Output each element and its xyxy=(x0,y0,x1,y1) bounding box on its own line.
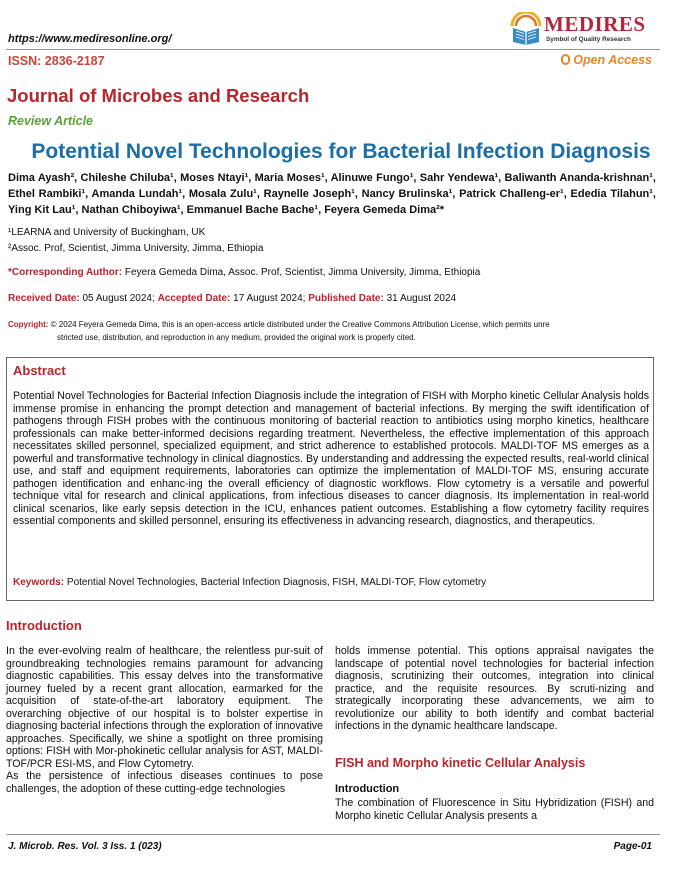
abstract-text: Potential Novel Technologies for Bacterial Infection Diagnosis include the integration of FISH with Morpho kinetic Cellular Analysis holds immense promise in enhancing the prompt detection and management of bacterial infections. By merging the swift identification of pathogens through FISH probes with the continuous monitoring of bacterial reaction to antibiotics using morpho kinetics, healthcare professionals can make better-informed decisions regarding treatment. Nevertheless, the effective implementation of this approach necessitates skilled personnel, specialized equipment, and strict adherence to established protocols. MALDI-TOF MS emerges as a powerful and transformative technology in clinical diagnostics. By understanding and addressing the expected results, real-world clinical use, and staff and equipment requirements, laboratories can optimize the implementation of MALDI-TOF MS, ensuring accurate pathogen identification and enhanc-ing the overall efficiency of diagnostic workflows. Flow cytometry is a versatile and powerful technique vital for research and clinical applications, from infectious diseases to cancer diagnosis. Its implementation in real-world clinical scenarios, like early sepsis detection in the ICU, enhances patient outcomes. Establishing a flow cytometry facility requires essential components and skilled personnel, ensuring its effectiveness in advancing research, diagnostics, and therapeutics. xyxy=(13,390,649,527)
author-list: Dima Ayash², Chileshe Chiluba¹, Moses Ntayi¹, Maria Moses¹, Alinuwe Fungo¹, Sahr Yendewa¹, Baliwanth Ananda-krishnan¹, Ethel Rambiki¹, Amanda Lundah¹, Mosala Zulu¹, Raynelle Joseph¹, Nancy Brulinska¹, Patrick Challeng-er¹, Ededia Tilahun¹, Ying Kit Lau¹, Nathan Chiboyiwa¹, Emmanuel Bache Bache¹, Feyera Gemeda Dima²* xyxy=(8,172,656,216)
published-label: Published Date: xyxy=(308,293,384,304)
received-date: 05 August 2024; xyxy=(82,293,155,304)
page-number: Page-01 xyxy=(613,841,652,852)
corresponding-author xyxy=(8,267,480,278)
affiliation-2: ²Assoc. Prof, Scientist, Jimma University, Jimma, Ethiopia xyxy=(8,243,264,254)
footer-citation: J. Microb. Res. Vol. 3 Iss. 1 (023) xyxy=(8,841,162,852)
intro-paragraph-continued: holds immense potential. This options appraisal navigates the landscape of potential novel technologies for bacterial infection diagnosis, scrutinizing their outcomes, integration into clinical practice, and the requisite resources. By scruti-nizing and strategically incorporating these advancements, we aim to revolutionize our ability to both identify and combat bacterial infections in the dynamic healthcare landscape. xyxy=(335,645,654,732)
open-access-label: Open Access xyxy=(573,53,652,67)
section-heading-fish: FISH and Morpho kinetic Cellular Analysis xyxy=(335,756,586,770)
published-date: 31 August 2024 xyxy=(386,293,457,304)
subsection-heading-introduction: Introduction xyxy=(335,783,400,795)
corresponding-label: *Corresponding Author: xyxy=(8,267,123,278)
intro-paragraph-1: In the ever-evolving realm of healthcare, the relentless pur-suit of groundbreaking technologies remains paramount for advancing diagnostic capabilities. This essay delves into the transformative journey fueled by a recent grant allocation, earmarked for the acquisition of state-of-the-art laboratory equipment. The overarching objective of our hospital is to bolster expertise in diagnosing bacterial infections through the exploration of innovative approaches. Specifically, we shine a spotlight on three promising options: FISH with Mor-phokinetic cellular analysis for AST, MALDI-TOF/PCR ESI-MS, and Flow Cytometry. xyxy=(6,645,323,770)
open-lock-icon xyxy=(561,54,570,65)
copyright-line-2: stricted use, distribution, and reproduction in any medium, provided the original work is properly cited. xyxy=(57,332,416,342)
left-column xyxy=(6,645,323,795)
article-type: Review Article xyxy=(8,114,93,128)
open-access-badge xyxy=(561,53,652,67)
received-label: Received Date: xyxy=(8,293,80,304)
accepted-date: 17 August 2024; xyxy=(233,293,306,304)
keywords xyxy=(13,577,486,588)
abstract-box xyxy=(6,357,654,601)
medires-logo xyxy=(508,12,658,48)
journal-name: Journal of Microbes and Research xyxy=(7,85,310,106)
article-title: Potential Novel Technologies for Bacterial Infection Diagnosis xyxy=(31,140,651,163)
copyright-notice xyxy=(8,319,656,344)
issn: ISSN: 2836-2187 xyxy=(8,54,105,68)
logo-tagline: Symbol of Quality Research xyxy=(546,36,631,43)
introduction-heading: Introduction xyxy=(6,618,82,633)
accepted-label: Accepted Date: xyxy=(157,293,231,304)
footer-divider xyxy=(6,834,660,835)
logo-name: MEDIRES xyxy=(544,12,646,36)
corresponding-text: Feyera Gemeda Dima, Assoc. Prof, Scientist, Jimma University, Jimma, Ethiopia xyxy=(124,267,481,278)
article-dates xyxy=(8,293,456,304)
keywords-text: Potential Novel Technologies, Bacterial Infection Diagnosis, FISH, MALDI-TOF, Flow cytometry xyxy=(66,577,487,588)
journal-url[interactable]: https://www.mediresonline.org/ xyxy=(8,33,172,45)
intro-paragraph-2: As the persistence of infectious diseases continues to pose challenges, the adoption of these cutting-edge technologies xyxy=(6,770,323,795)
header-divider xyxy=(6,49,660,50)
copyright-line-1: © 2024 Feyera Gemeda Dima, this is an open-access article distributed under the Creative Commons Attribution License, which permits unre xyxy=(50,320,550,329)
right-column xyxy=(335,645,654,733)
fish-section-text: The combination of Fluorescence in Situ Hybridization (FISH) and Morpho kinetic Cellular Analysis presents a xyxy=(335,797,654,822)
book-logo-icon xyxy=(508,12,544,46)
copyright-label: Copyright: xyxy=(8,320,49,329)
affiliation-1: ¹LEARNA and University of Buckingham, UK xyxy=(8,227,206,238)
abstract-heading: Abstract xyxy=(13,363,66,378)
keywords-label: Keywords: xyxy=(13,577,65,588)
